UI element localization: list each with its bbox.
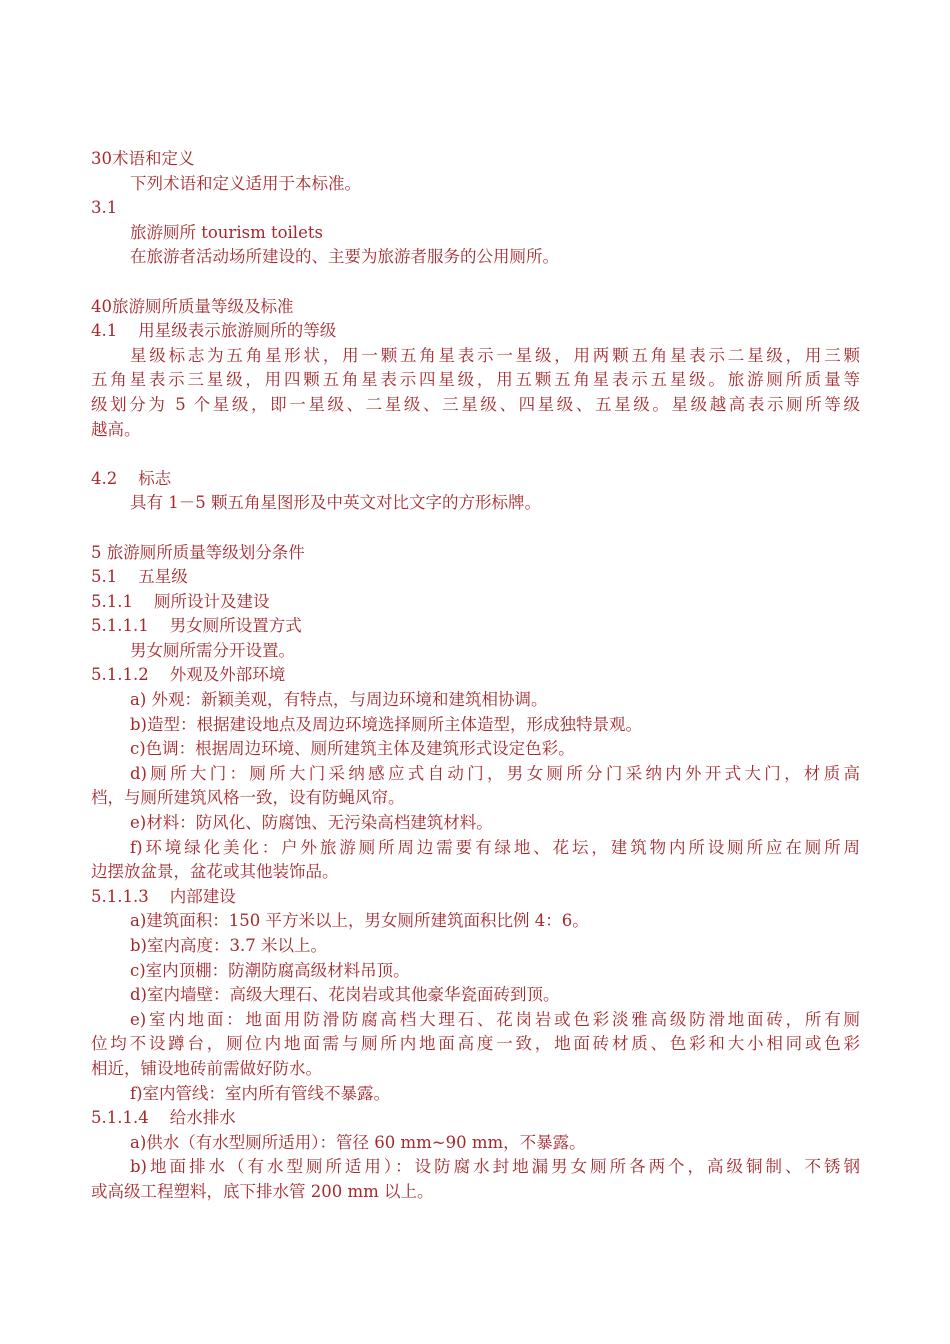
section-3-1-number: 3.1: [91, 198, 118, 218]
section-5-1-1-1-heading: 5.1.1.1 男女厕所设置方式: [91, 616, 302, 636]
list-item-pipes: f)室内管线：室内所有管线不暴露。: [130, 1083, 391, 1103]
section-5-1-1-3-heading: 5.1.1.3 内部建设: [91, 886, 236, 906]
section-5-1-1-2-heading: 5.1.1.2 外观及外部环境: [91, 665, 286, 685]
spacer: [91, 516, 860, 541]
section-4-2-heading: 4.2 标志: [91, 468, 172, 488]
section-4-1-paragraph-line: 越高。: [91, 419, 141, 439]
section-5-1-1-4-heading: 5.1.1.4 给水排水: [91, 1108, 236, 1128]
section-3-heading: 30术语和定义: [91, 149, 195, 168]
list-item-material: e)材料：防风化、防腐蚀、无污染高档建筑材料。: [130, 813, 493, 833]
section-4-1-paragraph-line: 级划分为 5 个星级，即一星级、二星级、三星级、四星级、五星级。星级越高表示厕所等级: [91, 394, 860, 414]
list-item-area: a)建筑面积：150 平方米以上，男女厕所建筑面积比例 4：6。: [130, 911, 589, 931]
section-3-1-definition: 在旅游者活动场所建设的、主要为旅游者服务的公用厕所。: [130, 247, 559, 267]
list-item-drainage-line: b)地面排水（有水型厕所适用）：设防腐水封地漏男女厕所各两个，高级铜制、不锈钢: [130, 1157, 860, 1177]
section-3-1-term: 旅游厕所 tourism toilets: [130, 222, 323, 242]
list-item-water-supply: a)供水（有水型厕所适用）：管径 60 mm~90 mm，不暴露。: [130, 1132, 586, 1152]
section-5-1-heading: 5.1 五星级: [91, 567, 188, 587]
list-item-appearance: a) 外观：新颖美观，有特点，与周边环境和建筑相协调。: [130, 690, 548, 710]
list-item-shape: b)造型：根据建设地点及周边环境选择厕所主体造型，形成独特景观。: [130, 714, 642, 734]
section-4-2-paragraph: 具有 1－5 颗五角星图形及中英文对比文字的方形标牌。: [130, 493, 541, 513]
list-item-color: c)色调：根据周边环境、厕所建筑主体及建筑形式设定色彩。: [130, 739, 575, 759]
list-item-environment-line: 边摆放盆景，盆花或其他装饰品。: [91, 862, 339, 882]
list-item-drainage-line: 或高级工程塑料，底下排水管 200 mm 以上。: [91, 1181, 434, 1201]
list-item-door-line: 档，与厕所建筑风格一致，设有防蝇风帘。: [91, 788, 405, 808]
spacer: [91, 270, 860, 295]
list-item-door-line: d)厕所大门：厕所大门采纳感应式自动门，男女厕所分门采纳内外开式大门，材质高: [130, 763, 860, 783]
section-5-heading: 5 旅游厕所质量等级划分条件: [91, 542, 305, 562]
spacer: [91, 442, 860, 467]
section-5-1-1-1-paragraph: 男女厕所需分开设置。: [130, 640, 295, 660]
section-4-1-heading: 4.1 用星级表示旅游厕所的等级: [91, 321, 337, 341]
list-item-wall: d)室内墙壁：高级大理石、花岗岩或其他豪华瓷面砖到顶。: [130, 985, 560, 1005]
section-4-1-paragraph-line: 五角星表示三星级，用四颗五角星表示四星级，用五颗五角星表示五星级。旅游厕所质量等: [91, 370, 860, 390]
list-item-ceiling: c)室内顶棚：防潮防腐高级材料吊顶。: [130, 960, 410, 980]
list-item-floor-line: 位均不设蹲台，厕位内地面需与厕所内地面高度一致，地面砖材质、色彩和大小相同或色彩: [91, 1034, 860, 1054]
list-item-environment-line: f)环境绿化美化：户外旅游厕所周边需要有绿地、花坛，建筑物内所设厕所应在厕所周: [130, 837, 860, 857]
list-item-floor-line: 相近，铺设地砖前需做好防水。: [91, 1058, 322, 1078]
section-3-intro: 下列术语和定义适用于本标准。: [130, 173, 361, 193]
section-4-1-paragraph-line: 星级标志为五角星形状，用一颗五角星表示一星级，用两颗五角星表示二星级，用三颗: [130, 345, 860, 365]
section-5-1-1-heading: 5.1.1 厕所设计及建设: [91, 591, 270, 611]
list-item-floor-line: e)室内地面：地面用防滑防腐高档大理石、花岗岩或色彩淡雅高级防滑地面砖，所有厕: [130, 1009, 860, 1029]
list-item-height: b)室内高度：3.7 米以上。: [130, 936, 327, 955]
section-4-heading: 40旅游厕所质量等级及标准: [91, 296, 294, 316]
